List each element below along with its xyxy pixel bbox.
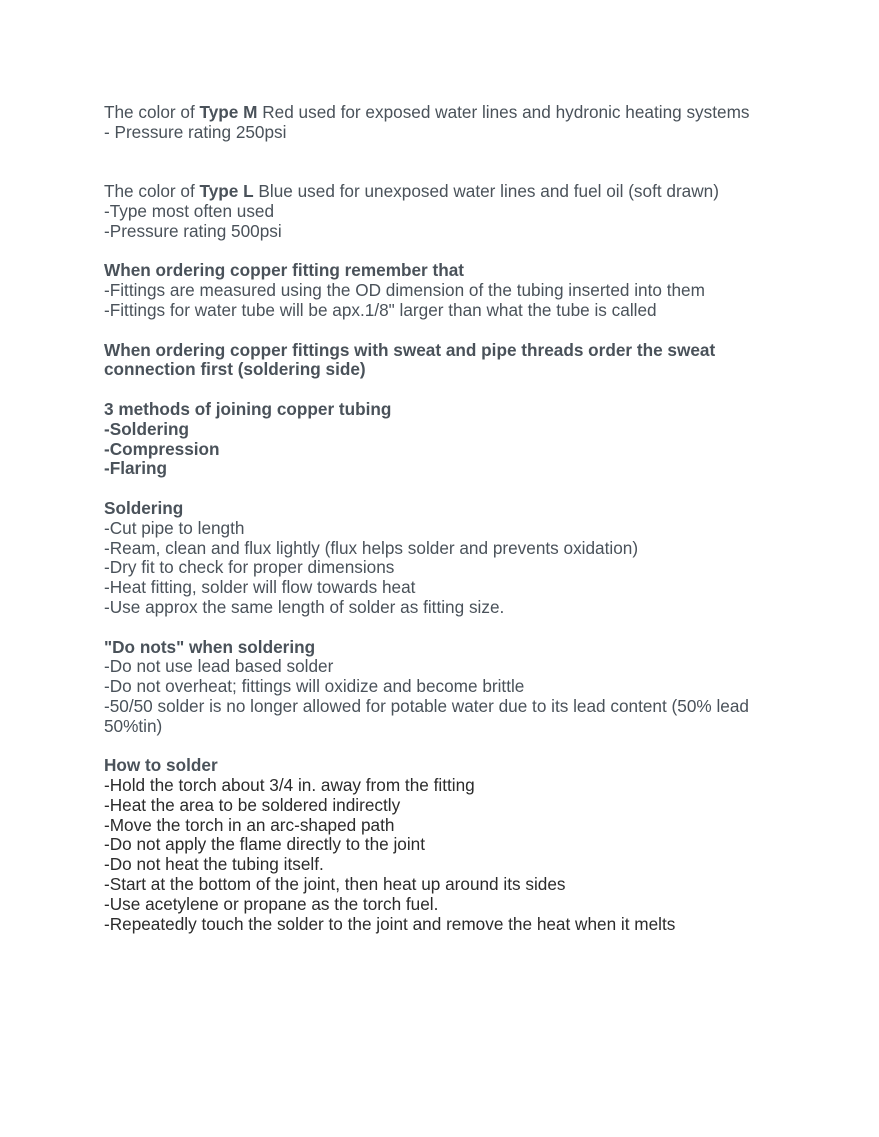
how-to-heading: How to solder <box>104 755 218 776</box>
ordering-heading: When ordering copper fitting remember that <box>104 260 465 281</box>
document-page <box>104 103 804 934</box>
soldering-step: -Ream, clean and flux lightly (flux helps solder and prevents oxidation) <box>104 537 639 558</box>
ordering-section <box>104 261 804 320</box>
type-m-name: Type M <box>199 102 258 122</box>
type-l-usage: -Type most often used <box>104 200 275 221</box>
do-nots-heading: "Do nots" when soldering <box>104 636 316 657</box>
methods-heading: 3 methods of joining copper tubing <box>104 398 392 419</box>
type-l-desc: Blue used for unexposed water lines and fuel oil (soft drawn) <box>253 181 719 202</box>
methods-section <box>104 400 804 479</box>
type-l-name: Type L <box>199 181 254 202</box>
type-m-pressure: - Pressure rating 250psi <box>104 121 287 142</box>
how-to-section <box>104 756 804 934</box>
soldering-step: -Cut pipe to length <box>104 517 245 538</box>
method-item: -Compression <box>104 438 220 459</box>
soldering-section <box>104 499 804 618</box>
how-to-step: -Use acetylene or propane as the torch fuel. <box>104 893 439 914</box>
method-item: -Soldering <box>104 418 189 439</box>
type-m-section <box>104 103 804 143</box>
how-to-step: -Do not apply the flame directly to the joint <box>104 834 425 855</box>
soldering-step: -Heat fitting, solder will flow towards heat <box>104 577 416 598</box>
how-to-step: -Hold the torch about 3/4 in. away from the fitting <box>104 775 475 796</box>
method-item: -Flaring <box>104 458 168 479</box>
soldering-step: -Dry fit to check for proper dimensions <box>104 557 395 578</box>
ordering-line: -Fittings are measured using the OD dimension of the tubing inserted into them <box>104 280 705 301</box>
how-to-step: -Heat the area to be soldered indirectly <box>104 794 401 815</box>
type-l-pressure: -Pressure rating 500psi <box>104 220 282 241</box>
type-l-section <box>104 182 804 241</box>
soldering-heading: Soldering <box>104 497 184 518</box>
how-to-step: -Start at the bottom of the joint, then heat up around its sides <box>104 874 566 895</box>
type-m-title-line <box>104 103 804 123</box>
sweat-heading: When ordering copper fittings with sweat and pipe threads order the sweat connection first (soldering side) <box>104 339 716 380</box>
do-nots-section <box>104 638 804 737</box>
type-m-prefix: The color of <box>104 102 200 122</box>
ordering-line: -Fittings for water tube will be apx.1/8" larger than what the tube is called <box>104 299 657 320</box>
sweat-section <box>104 341 804 381</box>
how-to-step: -Repeatedly touch the solder to the joint and remove the heat when it melts <box>104 913 676 934</box>
do-not-item: -Do not overheat; fittings will oxidize and become brittle <box>104 676 525 697</box>
do-not-item: -50/50 solder is no longer allowed for potable water due to its lead content (50% lead 50%tin) <box>104 695 749 736</box>
how-to-step: -Do not heat the tubing itself. <box>104 854 324 875</box>
soldering-step: -Use approx the same length of solder as fitting size. <box>104 596 505 617</box>
do-not-item: -Do not use lead based solder <box>104 656 334 677</box>
type-l-title-line <box>104 182 804 202</box>
how-to-step: -Move the torch in an arc-shaped path <box>104 814 395 835</box>
type-m-desc: Red used for exposed water lines and hydronic heating systems <box>257 102 750 122</box>
type-l-prefix: The color of <box>104 181 200 202</box>
